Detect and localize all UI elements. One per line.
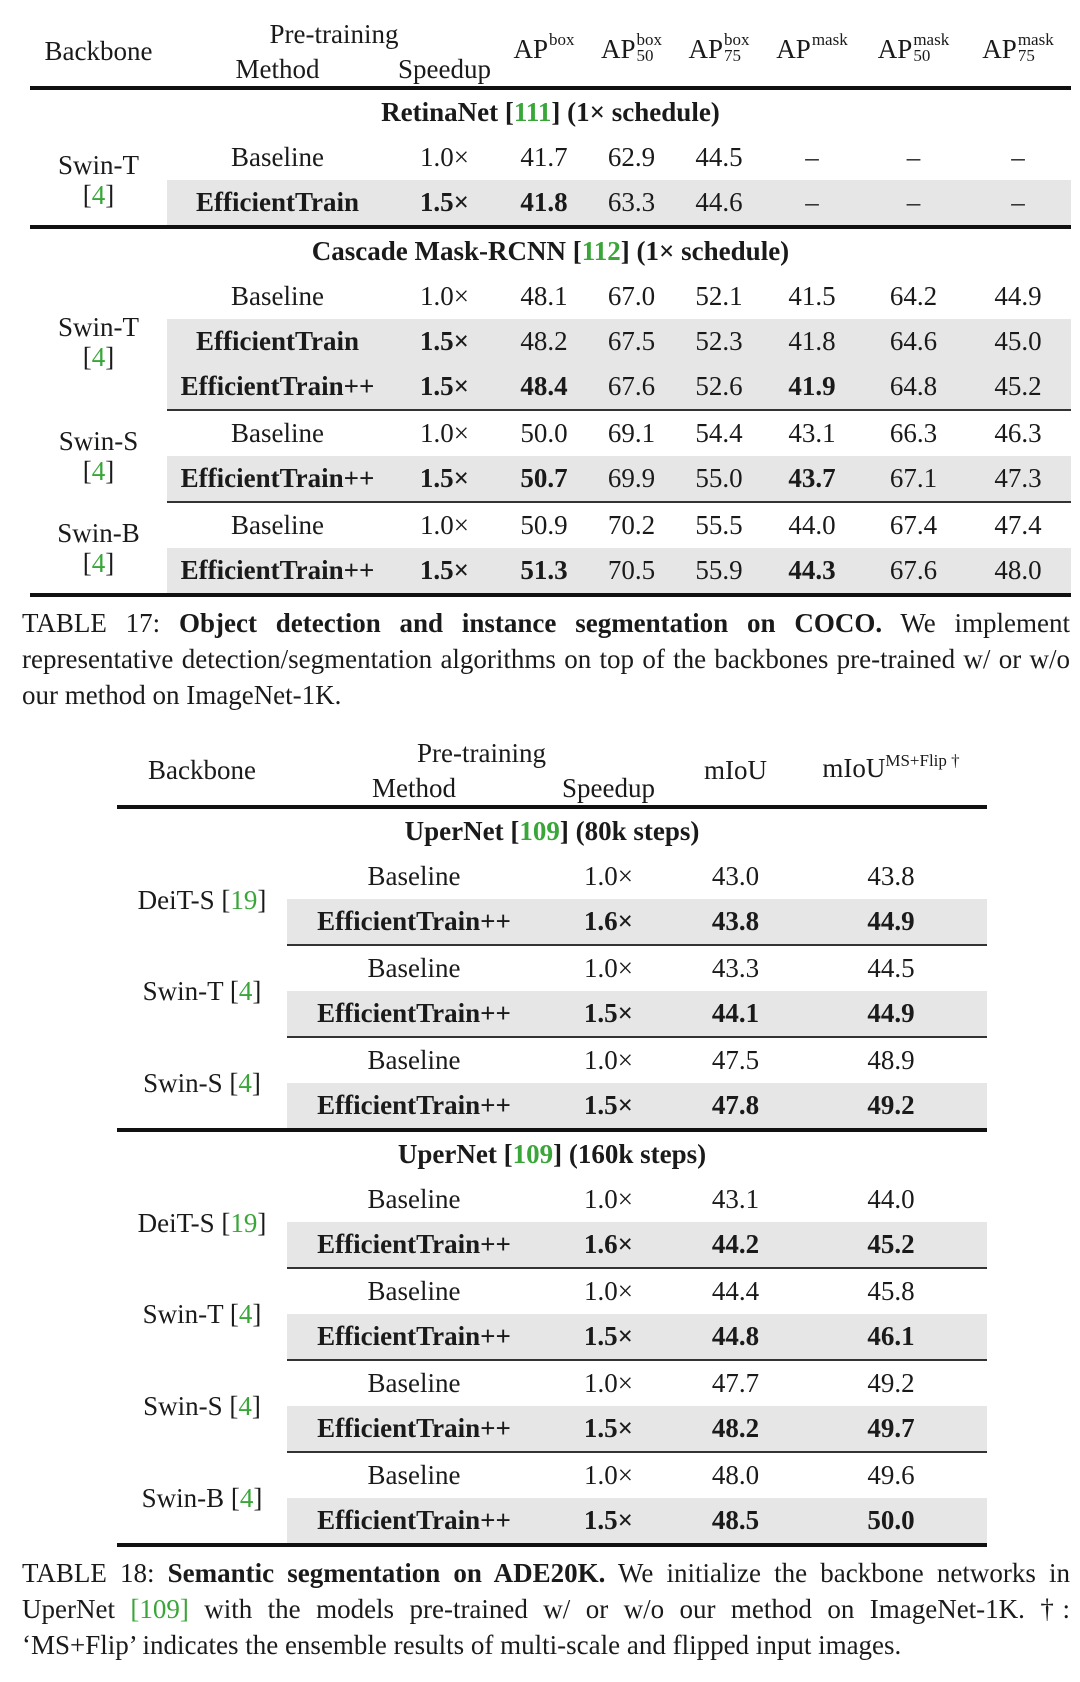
- table-17-coco: [30, 16, 1071, 597]
- value-cell: –: [862, 180, 965, 227]
- method-cell: EfficientTrain++: [167, 456, 388, 502]
- value-cell: 55.0: [676, 456, 762, 502]
- method-cell: Baseline: [231, 142, 324, 172]
- value-cell: –: [965, 180, 1071, 227]
- speedup-cell: 1.5×: [388, 548, 501, 595]
- metric-scripts: [549, 29, 575, 64]
- method-cell: EfficientTrain++: [287, 1406, 541, 1452]
- table-row: [117, 1360, 987, 1406]
- value-cell: 67.6: [862, 548, 965, 595]
- backbone-cell: [117, 1177, 287, 1268]
- section-header-row: [117, 807, 987, 854]
- bracket: [: [503, 1139, 513, 1169]
- metric-base: AP: [600, 34, 636, 65]
- speedup-cell: 1.0×: [541, 945, 676, 991]
- value-cell: 47.4: [965, 502, 1071, 548]
- value-cell: 45.2: [965, 364, 1071, 410]
- value-cell: –: [805, 142, 819, 172]
- value-cell: 41.8: [762, 319, 862, 364]
- header-metric: [862, 16, 965, 88]
- rule: [117, 1545, 987, 1547]
- table-row: [30, 274, 1071, 319]
- table-bottom-rule: [30, 595, 1071, 597]
- value-cell: 55.5: [676, 502, 762, 548]
- header-metric: [587, 16, 676, 88]
- metric-sub: [812, 48, 848, 64]
- method-cell: EfficientTrain++: [287, 1498, 541, 1545]
- value-cell: 64.6: [862, 319, 965, 364]
- header-backbone: Backbone: [148, 755, 256, 785]
- caption-label: TABLE 17:: [22, 608, 179, 638]
- value-cell: 63.3: [587, 180, 676, 227]
- value-cell: 41.7: [520, 142, 568, 172]
- table-row: [30, 319, 1071, 364]
- value-cell: 43.3: [676, 945, 795, 991]
- miou-sup: MS+Flip †: [885, 751, 960, 770]
- value-cell: 47.5: [676, 1037, 795, 1083]
- value-cell: 44.4: [676, 1268, 795, 1314]
- section-title: [117, 1130, 987, 1177]
- method-cell: Baseline: [367, 1184, 461, 1214]
- caption-text: We initialize the backbone networks in UperNet: [22, 1558, 1070, 1624]
- table-row: [30, 364, 1071, 410]
- header-speedup: Speedup: [562, 772, 655, 803]
- value-cell: 46.1: [795, 1314, 987, 1360]
- miou-base: mIoU: [822, 753, 886, 783]
- citation-link[interactable]: 109: [512, 1139, 554, 1169]
- citation-link[interactable]: 4: [238, 976, 253, 1006]
- header-method: Method: [235, 53, 320, 84]
- backbone-cell: [30, 410, 167, 502]
- metric-base: AP: [877, 34, 913, 65]
- speedup-cell: 1.6×: [541, 1222, 676, 1268]
- bracket: ]: [620, 236, 637, 266]
- bracket: [: [82, 456, 92, 486]
- backbone-cell: [30, 502, 167, 595]
- header-pretraining: Pre-training: [417, 737, 546, 768]
- table-17-caption: [22, 605, 1070, 713]
- bracket: ]: [105, 342, 115, 372]
- table-row: [30, 180, 1071, 227]
- backbone-name: Swin-T: [142, 976, 224, 1006]
- speedup-cell: 1.0×: [541, 1268, 676, 1314]
- value-cell: 66.3: [862, 410, 965, 456]
- value-cell: 47.3: [965, 456, 1071, 502]
- value-cell: 44.5: [695, 142, 743, 172]
- backbone-cell: [117, 1360, 287, 1452]
- bracket: ]: [105, 547, 115, 578]
- method-cell: EfficientTrain++: [287, 1222, 541, 1268]
- value-cell: 54.4: [676, 410, 762, 456]
- table-row: [30, 548, 1071, 595]
- bracket: [: [229, 976, 239, 1006]
- backbone-name: Swin-S: [58, 426, 139, 456]
- table-row: [30, 410, 1071, 456]
- citation-link[interactable]: 4: [91, 342, 106, 372]
- speedup-cell: 1.5×: [541, 1498, 676, 1545]
- bracket: [: [221, 884, 231, 915]
- speedup-cell: 1.5×: [388, 319, 501, 364]
- bracket: ]: [553, 1139, 569, 1169]
- bracket: [: [229, 1067, 239, 1098]
- value-cell: 44.5: [795, 945, 987, 991]
- section-header-row: [117, 1130, 987, 1177]
- backbone-name: DeiT-S: [137, 1207, 215, 1238]
- value-cell: 48.5: [676, 1498, 795, 1545]
- bracket: ]: [251, 1391, 261, 1421]
- bracket: [: [221, 1207, 231, 1238]
- value-cell: 44.0: [762, 502, 862, 548]
- method-cell: EfficientTrain++: [167, 548, 388, 595]
- bracket: [: [82, 180, 92, 210]
- metric-sup: mask: [1017, 29, 1054, 49]
- metric-sup: mask: [913, 29, 950, 49]
- value-cell: 47.7: [676, 1360, 795, 1406]
- metric-sub: 50: [913, 45, 931, 65]
- metric-sup: mask: [811, 29, 848, 49]
- value-cell: 49.7: [795, 1406, 987, 1452]
- bracket: [: [504, 97, 514, 127]
- caption-text: with the models pre-trained w/ or w/o our method on ImageNet-1K. †: ‘MS+Flip’ indicates the ensemble results of multi-scale and flipped input images.: [22, 1594, 1070, 1660]
- method-cell: Baseline: [287, 1452, 541, 1498]
- method-cell: EfficientTrain++: [287, 1314, 541, 1360]
- metric-sup: box: [636, 29, 662, 49]
- backbone-cell: [30, 274, 167, 410]
- value-cell: 48.2: [501, 319, 587, 364]
- backbone-cell: [117, 1037, 287, 1130]
- caption-title: Semantic segmentation on ADE20K.: [167, 1558, 606, 1588]
- method-cell: Baseline: [167, 502, 388, 548]
- metric-sup: box: [724, 29, 750, 49]
- section-suffix: (160k steps): [568, 1139, 707, 1169]
- method-cell: Baseline: [287, 1268, 541, 1314]
- bracket: ]: [252, 1299, 262, 1329]
- method-cell: EfficientTrain++: [287, 1083, 541, 1130]
- citation-link[interactable]: 4: [238, 1067, 252, 1098]
- value-cell: 70.2: [587, 502, 676, 548]
- table-row: [117, 945, 987, 991]
- speedup-cell: 1.0×: [541, 1360, 676, 1406]
- citation-link[interactable]: 4: [91, 547, 106, 578]
- value-cell: 49.2: [795, 1360, 987, 1406]
- section-header-row: [30, 88, 1071, 135]
- value-cell: 44.6: [676, 180, 762, 227]
- method-cell: Baseline: [231, 281, 324, 311]
- metric-sub: 50: [636, 45, 654, 65]
- table-row: [30, 502, 1071, 548]
- metric-base: AP: [513, 34, 548, 65]
- citation-link[interactable]: 4: [238, 1391, 252, 1421]
- bracket: [: [572, 236, 582, 266]
- table-row: [117, 1037, 987, 1083]
- bracket: ]: [252, 976, 262, 1006]
- section-suffix: (1× schedule): [636, 236, 790, 266]
- value-cell: 45.0: [965, 319, 1071, 364]
- value-cell: 67.0: [607, 281, 656, 311]
- section-name: UperNet: [397, 1139, 504, 1169]
- bracket: ]: [257, 1207, 267, 1238]
- backbone-cell: [117, 1452, 287, 1545]
- speedup-cell: 1.5×: [541, 1406, 676, 1452]
- metric-scripts: [913, 29, 950, 65]
- section-title: [117, 807, 987, 854]
- table-row: [117, 1177, 987, 1222]
- method-cell: Baseline: [367, 861, 461, 891]
- value-cell: 50.0: [501, 410, 587, 456]
- table-row: [117, 854, 987, 899]
- metric-base: AP: [688, 34, 723, 65]
- header-method: Method: [372, 772, 456, 803]
- section-title: [30, 88, 1071, 135]
- value-cell: 51.3: [501, 548, 587, 595]
- speedup-cell: 1.0×: [420, 142, 469, 172]
- value-cell: 67.1: [862, 456, 965, 502]
- citation-link[interactable]: 109: [519, 816, 560, 846]
- method-cell: Baseline: [287, 945, 541, 991]
- bracket: [: [82, 342, 92, 372]
- backbone-cell: [30, 135, 167, 227]
- value-cell: 41.5: [788, 281, 836, 311]
- metric-sub: [549, 48, 575, 64]
- header-miou: mIoU: [704, 755, 767, 785]
- section-name: UperNet: [404, 816, 511, 846]
- citation-link[interactable]: 111: [513, 97, 552, 127]
- value-cell: 49.2: [795, 1083, 987, 1130]
- header-metric: [762, 16, 862, 88]
- value-cell: 44.0: [867, 1184, 915, 1214]
- bracket: [: [82, 547, 92, 578]
- citation-link[interactable]: 19: [230, 1207, 258, 1238]
- section-header-row: [30, 227, 1071, 274]
- speedup-cell: 1.0×: [584, 861, 633, 891]
- method-cell: EfficientTrain++: [287, 991, 541, 1037]
- value-cell: 43.0: [711, 861, 760, 891]
- table-row: [30, 456, 1071, 502]
- value-cell: 48.9: [795, 1037, 987, 1083]
- citation-link[interactable]: 19: [230, 884, 258, 915]
- method-cell: EfficientTrain: [167, 319, 388, 364]
- speedup-cell: 1.0×: [388, 410, 501, 456]
- value-cell: 50.7: [501, 456, 587, 502]
- metric-sub: 75: [1017, 45, 1035, 65]
- bracket: ]: [251, 1067, 261, 1098]
- value-cell: 44.1: [676, 991, 795, 1037]
- metric-scripts: [811, 29, 848, 64]
- method-cell: Baseline: [287, 1037, 541, 1083]
- bracket: [: [229, 1299, 239, 1329]
- speedup-cell: 1.5×: [541, 1083, 676, 1130]
- method-cell: EfficientTrain++: [167, 364, 388, 410]
- speedup-cell: 1.0×: [420, 281, 469, 311]
- value-cell: 67.6: [587, 364, 676, 410]
- backbone-name: Swin-T: [142, 1299, 224, 1329]
- metric-sub: 75: [724, 45, 741, 65]
- value-cell: 44.2: [676, 1222, 795, 1268]
- metric-scripts: [636, 29, 663, 65]
- value-cell: 43.1: [711, 1184, 760, 1214]
- bracket: [: [229, 1391, 239, 1421]
- method-cell: Baseline: [287, 1360, 541, 1406]
- backbone-cell: [117, 854, 287, 945]
- citation-link[interactable]: 4: [91, 180, 106, 210]
- method-cell: Baseline: [167, 410, 388, 456]
- section-suffix: (1× schedule): [567, 97, 720, 127]
- table-row: [117, 1268, 987, 1314]
- metric-scripts: [724, 29, 750, 65]
- value-cell: –: [906, 142, 921, 172]
- speedup-cell: 1.5×: [541, 991, 676, 1037]
- backbone-name: Swin-B: [57, 517, 140, 548]
- rule: [30, 595, 1071, 597]
- section-suffix: (80k steps): [575, 816, 700, 846]
- caption-title: Object detection and instance segmentation on COCO.: [178, 608, 883, 638]
- citation-link[interactable]: [109]: [130, 1594, 189, 1624]
- method-cell: EfficientTrain: [167, 180, 388, 227]
- miou-sup-wrap: [885, 753, 959, 787]
- value-cell: 47.8: [676, 1083, 795, 1130]
- metric-sup: box: [549, 29, 575, 49]
- value-cell: 62.9: [607, 142, 656, 172]
- header-miou-msflip: [795, 735, 987, 807]
- value-cell: 48.0: [676, 1452, 795, 1498]
- section-name: Cascade Mask-RCNN: [311, 236, 573, 266]
- value-cell: 52.6: [676, 364, 762, 410]
- header-pretraining: Pre-training: [269, 18, 399, 49]
- backbone-name: Swin-B: [141, 1482, 225, 1513]
- value-cell: 44.8: [676, 1314, 795, 1360]
- value-cell: 43.1: [762, 410, 862, 456]
- backbone-name: DeiT-S: [137, 884, 215, 915]
- value-cell: 50.9: [501, 502, 587, 548]
- table-18-caption: [22, 1555, 1070, 1663]
- value-cell: 67.4: [862, 502, 965, 548]
- value-cell: 45.8: [795, 1268, 987, 1314]
- speedup-cell: 1.0×: [541, 1037, 676, 1083]
- header-backbone: Backbone: [44, 36, 153, 66]
- value-cell: –: [762, 180, 862, 227]
- value-cell: –: [1011, 142, 1025, 172]
- value-cell: 44.3: [762, 548, 862, 595]
- backbone-name: Swin-S: [143, 1391, 223, 1421]
- backbone-cell: [117, 945, 287, 1037]
- value-cell: 44.9: [795, 991, 987, 1037]
- metric-scripts: [1017, 29, 1054, 65]
- speedup-cell: 1.0×: [541, 1452, 676, 1498]
- citation-link[interactable]: 4: [239, 1482, 254, 1513]
- bracket: ]: [253, 1482, 263, 1513]
- citation-link[interactable]: 4: [238, 1299, 253, 1329]
- value-cell: 44.9: [994, 281, 1042, 311]
- value-cell: 48.4: [501, 364, 587, 410]
- section-title: [30, 227, 1071, 274]
- section-name: RetinaNet: [381, 97, 505, 127]
- speedup-cell: 1.5×: [388, 180, 501, 227]
- bracket: ]: [105, 456, 115, 486]
- value-cell: 48.1: [520, 281, 568, 311]
- value-cell: 64.2: [889, 281, 938, 311]
- value-cell: 41.9: [762, 364, 862, 410]
- value-cell: 50.0: [795, 1498, 987, 1545]
- header-metric: [501, 16, 587, 88]
- method-cell: EfficientTrain++: [287, 899, 541, 945]
- value-cell: 48.0: [965, 548, 1071, 595]
- table-18-ade20k: [117, 735, 987, 1547]
- table-row: [117, 1452, 987, 1498]
- table-row: [30, 135, 1071, 180]
- caption-label: TABLE 18:: [22, 1558, 168, 1588]
- bracket: [: [510, 816, 520, 846]
- bracket: ]: [551, 97, 568, 127]
- value-cell: 43.7: [762, 456, 862, 502]
- speedup-cell: 1.6×: [541, 899, 676, 945]
- bracket: [: [230, 1482, 240, 1513]
- value-cell: 43.8: [867, 861, 915, 891]
- value-cell: 64.8: [862, 364, 965, 410]
- value-cell: 52.1: [695, 281, 743, 311]
- metric-base: AP: [776, 34, 811, 65]
- header-metric: [965, 16, 1071, 88]
- header-metric: [676, 16, 762, 88]
- value-cell: 69.1: [587, 410, 676, 456]
- caption-text: We implement representative detection/segmentation algorithms on top of the backbones pre-trained w/ or w/o our method on ImageNet-1K.: [22, 608, 1071, 710]
- value-cell: 46.3: [965, 410, 1071, 456]
- backbone-cell: [117, 1268, 287, 1360]
- speedup-cell: 1.0×: [388, 502, 501, 548]
- citation-link[interactable]: 4: [91, 456, 106, 486]
- speedup-cell: 1.5×: [388, 456, 501, 502]
- backbone-name: Swin-T: [58, 150, 139, 180]
- citation-link[interactable]: 112: [581, 236, 621, 266]
- value-cell: 48.2: [676, 1406, 795, 1452]
- bracket: ]: [105, 180, 115, 210]
- bracket: ]: [257, 884, 267, 915]
- value-cell: 49.6: [795, 1452, 987, 1498]
- metric-base: AP: [982, 34, 1017, 65]
- value-cell: 41.8: [501, 180, 587, 227]
- speedup-cell: 1.0×: [584, 1184, 633, 1214]
- bracket: ]: [559, 816, 576, 846]
- value-cell: 55.9: [676, 548, 762, 595]
- backbone-name: Swin-T: [58, 312, 139, 342]
- header-speedup: Speedup: [398, 53, 491, 84]
- speedup-cell: 1.5×: [541, 1314, 676, 1360]
- speedup-cell: 1.5×: [388, 364, 501, 410]
- table-bottom-rule: [117, 1545, 987, 1547]
- value-cell: 44.9: [795, 899, 987, 945]
- value-cell: 69.9: [587, 456, 676, 502]
- value-cell: 43.8: [676, 899, 795, 945]
- backbone-name: Swin-S: [143, 1067, 223, 1098]
- value-cell: 67.5: [587, 319, 676, 364]
- value-cell: 70.5: [587, 548, 676, 595]
- value-cell: 52.3: [676, 319, 762, 364]
- value-cell: 45.2: [795, 1222, 987, 1268]
